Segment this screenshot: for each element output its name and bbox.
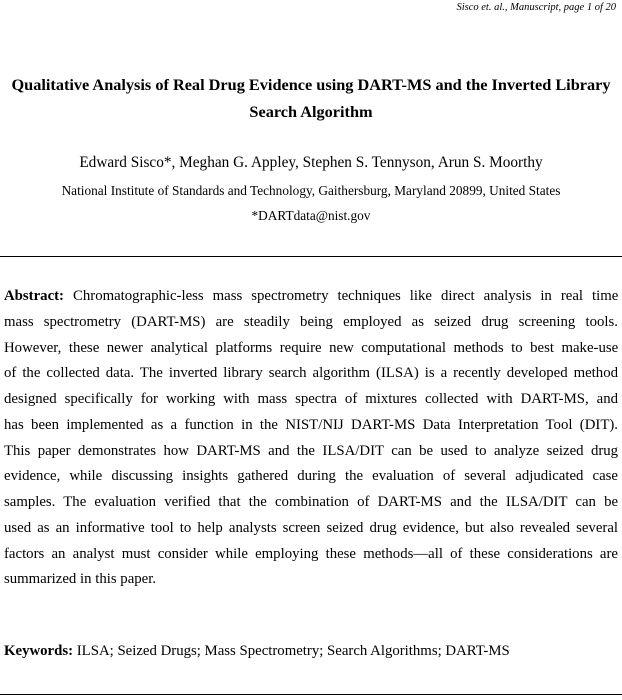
abstract-line: designed specifically for working with mass spectra of mixtures collected with DART-MS, and: [4, 391, 618, 407]
abstract-line: evidence, while discussing insights gathered during the evaluation of several adjudicated case: [4, 468, 618, 485]
top-divider: [0, 256, 622, 257]
paper-title-line-2: Search Algorithm: [249, 102, 373, 121]
abstract-line: used as an informative tool to help analysts screen seized drug evidence, but also revealed several: [4, 519, 618, 536]
keywords-label: Keywords:: [4, 643, 74, 659]
abstract-line: mass spectrometry (DART-MS) are steadily being employed as seized drug screening tools.: [4, 313, 618, 330]
abstract-line: This paper demonstrates how DART-MS and the ILSA/DIT can be used to analyze seized drug: [4, 442, 619, 459]
paper-title: [0, 71, 622, 125]
author-list: Edward Sisco*, Meghan G. Appley, Stephen S. Tennyson, Arun S. Moorthy: [79, 154, 543, 171]
abstract-line: of the collected data. The inverted library search algorithm (ILSA) is a recently developed method: [4, 365, 618, 382]
abstract-line: [4, 284, 618, 310]
abstract-label: Abstract:: [4, 288, 64, 304]
affiliation: National Institute of Standards and Technology, Gaithersburg, Maryland 20899, United States: [61, 183, 561, 198]
abstract-line: However, these newer analytical platforms require new computational methods to best make-use: [4, 339, 619, 356]
abstract-line: samples. The evaluation verified that the combination of DART-MS and the ILSA/DIT can be: [4, 494, 619, 510]
abstract: [4, 284, 618, 593]
abstract-line-text: Chromatographic-less mass spectrometry techniques like direct analysis in real time: [64, 288, 619, 304]
paper-title-line-1: Qualitative Analysis of Real Drug Evidence using DART-MS and the Inverted Library: [11, 75, 611, 94]
running-header: Sisco et. al., Manuscript, page 1 of 20: [456, 2, 616, 13]
contact-email: *DARTdata@nist.gov: [251, 208, 371, 223]
keywords: [4, 643, 510, 660]
bottom-divider: [0, 694, 622, 695]
abstract-line: summarized in this paper.: [4, 571, 157, 588]
abstract-line: has been implemented as a function in the NIST/NIJ DART-MS Data Interpretation Tool (DIT).: [4, 416, 618, 433]
keywords-text: ILSA; Seized Drugs; Mass Spectrometry; Search Algorithms; DART-MS: [73, 643, 510, 659]
abstract-line: factors an analyst must consider while employing these methods—all of these considerations are: [4, 545, 618, 562]
